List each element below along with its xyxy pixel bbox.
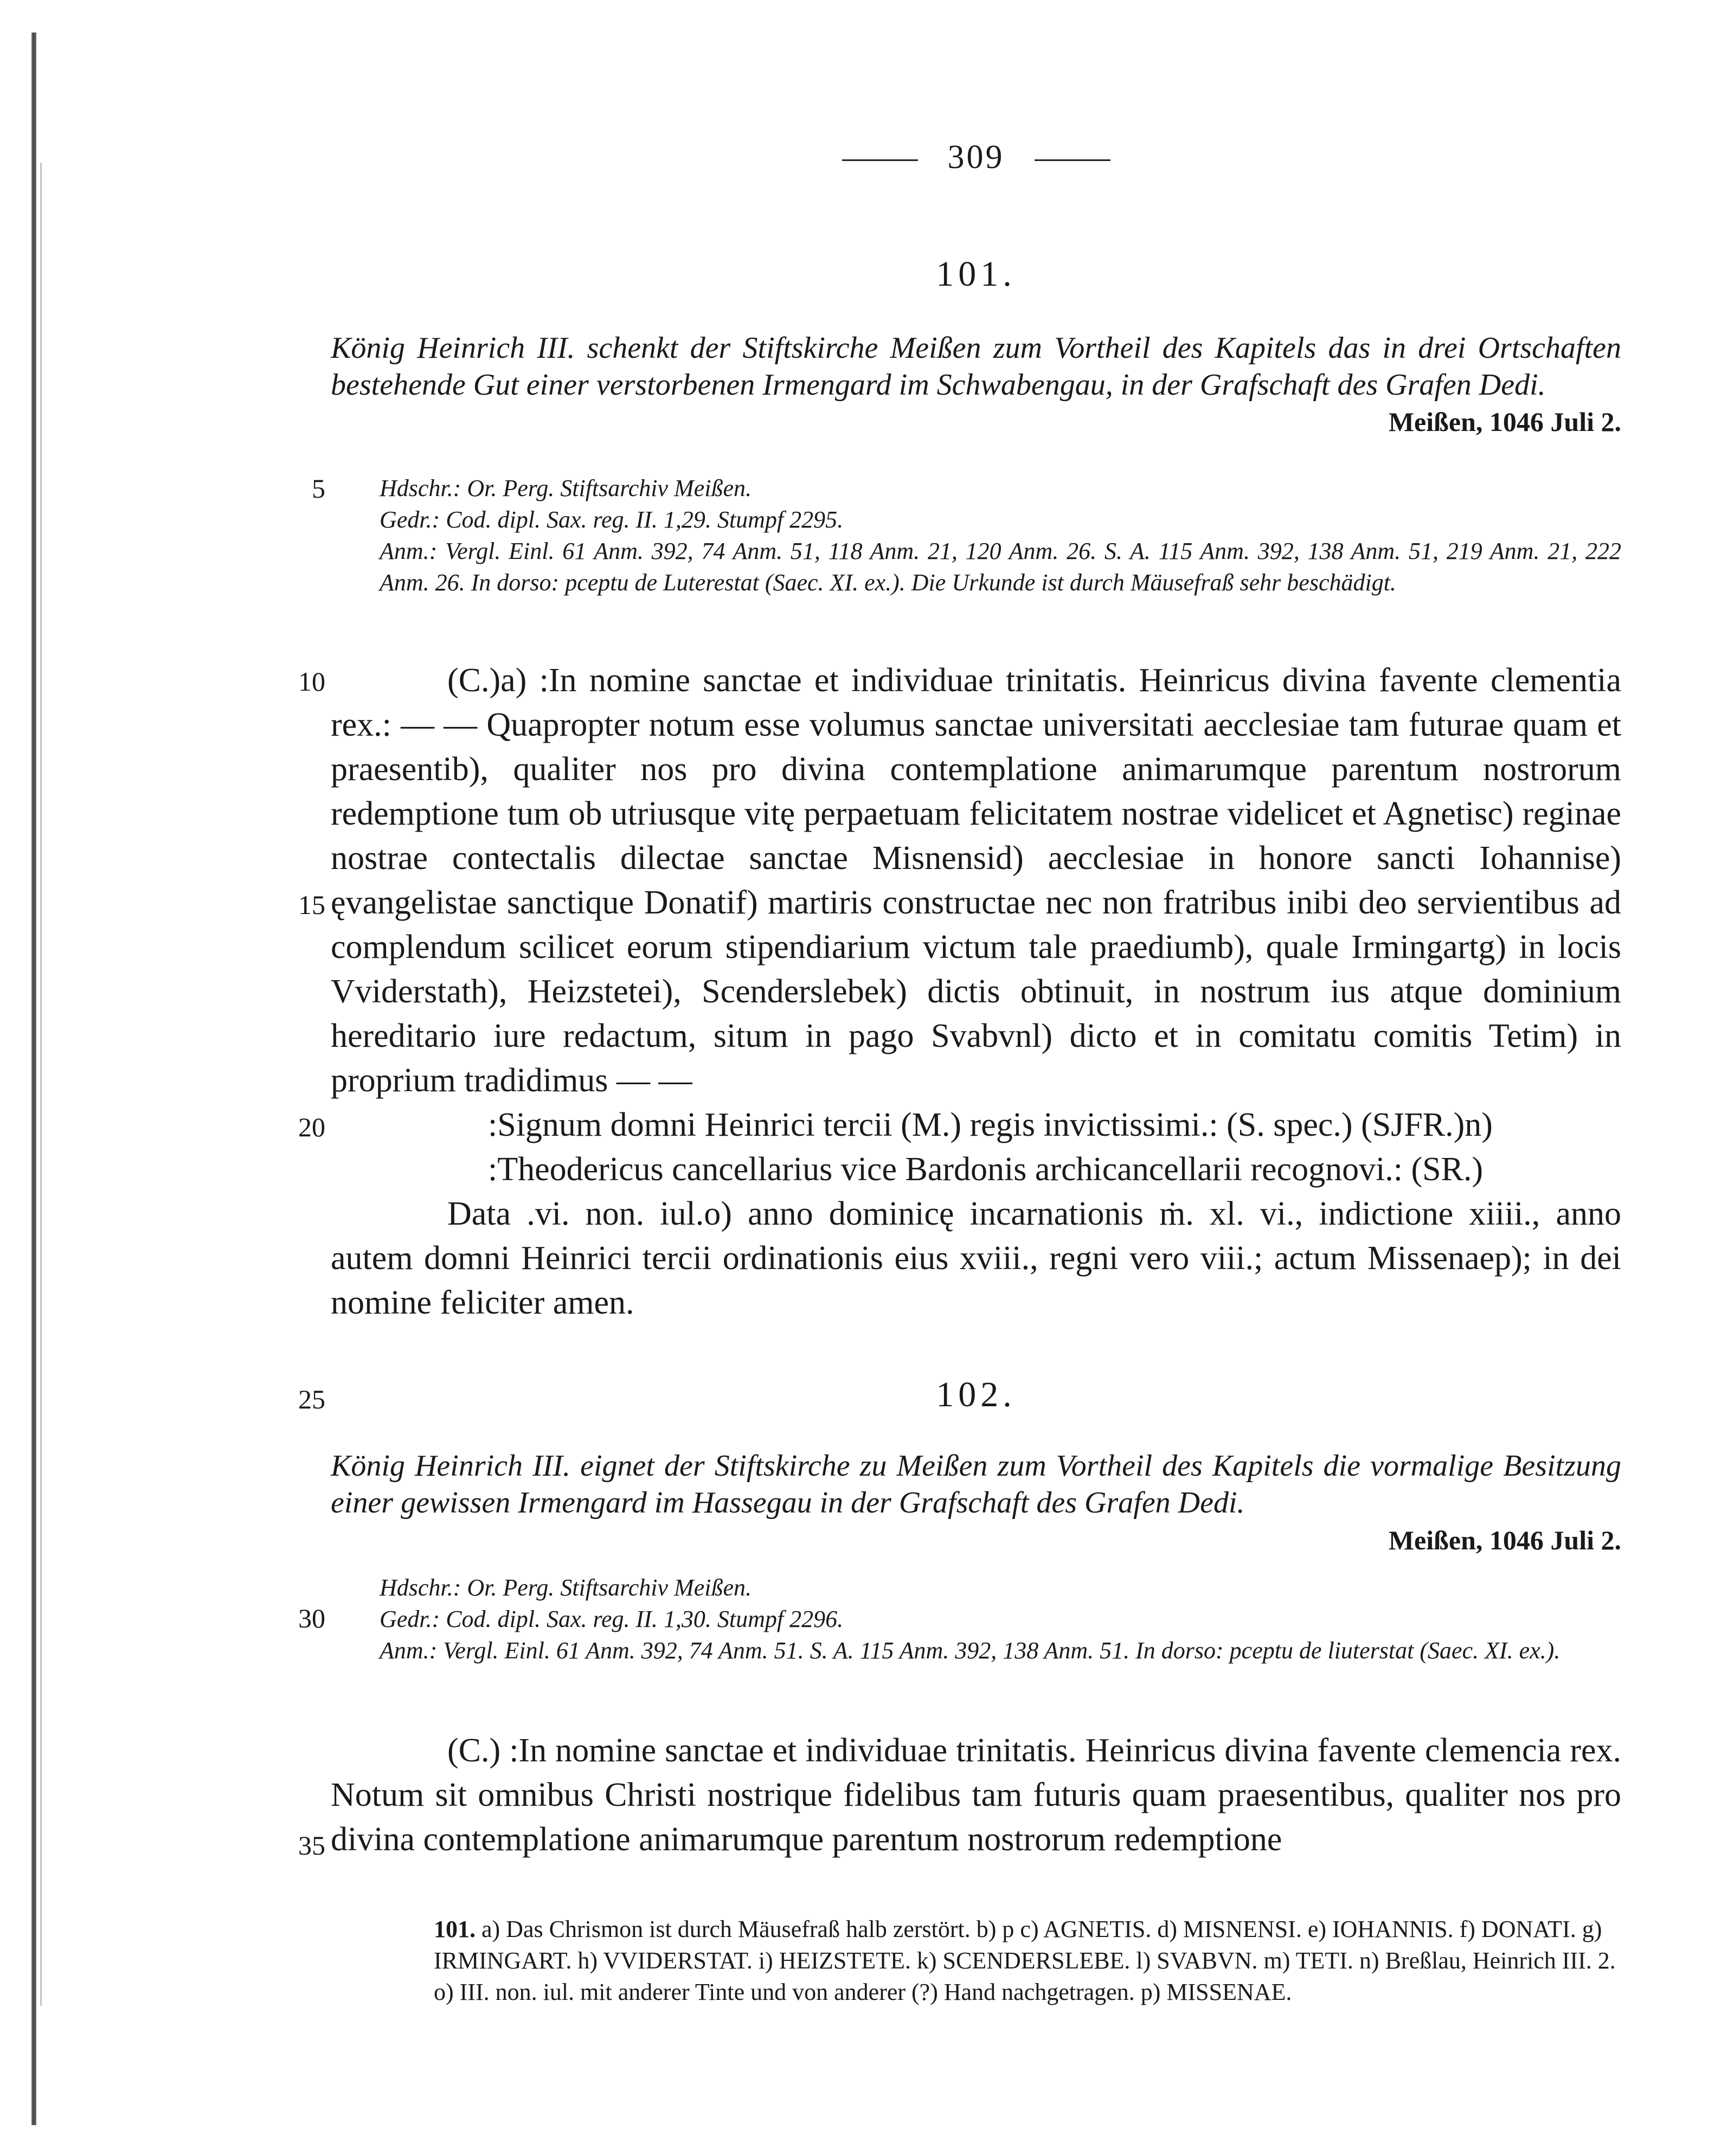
line-number-10: 10 [298, 666, 325, 697]
doc-101-recognition: :Theodericus cancellarius vice Bardonis archicancellarii recognovi.: (SR.) [488, 1151, 1484, 1188]
doc-102-source-gedr: Gedr.: Cod. dipl. Sax. reg. II. 1,30. Stumpf 2296. [380, 1606, 844, 1632]
footnotes [434, 1914, 1621, 2008]
doc-101-date: Meißen, 1046 Juli 2. [1388, 407, 1621, 437]
doc-101-text-block [331, 658, 1621, 1325]
line-number-30: 30 [298, 1603, 325, 1633]
doc-101-regest [331, 330, 1621, 440]
footnotes-label: 101. [434, 1916, 476, 1942]
doc-102-sources [380, 1572, 1621, 1666]
doc-102-regest [331, 1447, 1621, 1559]
page-number: 309 [947, 139, 1005, 176]
line-number-20: 20 [298, 1112, 325, 1142]
line-number-15: 15 [298, 890, 325, 920]
doc-102-text: (C.) :In nomine sanctae et individuae trinitatis. Heinricus divina favente clemencia rex. Notum sit omnibus Christi nostrique fidelibus tam futuris quam praesentibus, qualiter nos pro divina contemplatione animarumque parentum nostrorum redemptione [331, 1732, 1621, 1858]
doc-102-text-block [331, 1728, 1621, 1862]
doc-101-sources [380, 473, 1621, 598]
page-header [759, 138, 1193, 177]
footnotes-text: a) Das Chrismon ist durch Mäusefraß halb zerstört. b) p c) AGNETIS. d) MISNENSI. e) IOHANNIS. f) DONATI. g) IRMINGART. h) VVIDERSTAT. i) HEIZSTETE. k) SCENDERSLEBE. l) SVABVN. m) TETI. n) Breßlau, Heinrich III. 2. o) III. non. iul. mit anderer Tinte und von anderer (?) Hand nachgetragen. p) MISSENAE. [434, 1916, 1616, 2005]
doc-101-number: 101. [936, 254, 1016, 294]
doc-101-regest-text: König Heinrich III. schenkt der Stiftskirche Meißen zum Vortheil des Kapitels das in drei Ortschaften bestehende Gut einer verstorbenen Irmengard im Schwabengau, in der Grafschaft des Grafen Dedi. [331, 331, 1621, 402]
doc-101-source-anm: Anm.: Vergl. Einl. 61 Anm. 392, 74 Anm. 51, 118 Anm. 21, 120 Anm. 26. S. A. 115 Anm. 392, 138 Anm. 51, 219 Anm. 21, 222 Anm. 26. In dorso: pceptu de Luterestat (Saec. XI. ex.). Die Urkunde ist durch Mäusefraß sehr beschädigt. [380, 538, 1621, 596]
doc-102-number: 102. [936, 1375, 1016, 1414]
doc-101-source-hdschr: Hdschr.: Or. Perg. Stiftsarchiv Meißen. [380, 475, 752, 501]
line-number-35: 35 [298, 1830, 325, 1861]
doc-102-source-hdschr: Hdschr.: Or. Perg. Stiftsarchiv Meißen. [380, 1574, 752, 1601]
line-number-5: 5 [312, 473, 325, 504]
doc-101-signum: :Signum domni Heinrici tercii (M.) regis invictissimi.: (S. spec.) (SJFR.)n) [488, 1106, 1493, 1143]
doc-101-datum: Data .vi. non. iul.o) anno dominicę incarnationis ṁ. xl. vi., indictione xiiii., anno autem domni Heinrici tercii ordinationis eius xviii., regni vero viii.; actum Missenaep); in dei nomine feliciter amen. [331, 1195, 1621, 1321]
doc-102-source-anm: Anm.: Vergl. Einl. 61 Anm. 392, 74 Anm. 51. S. A. 115 Anm. 392, 138 Anm. 51. In dorso: pceptu de liuterstat (Saec. XI. ex.). [380, 1637, 1561, 1664]
doc-102-regest-text: König Heinrich III. eignet der Stiftskirche zu Meißen zum Vortheil des Kapitels die vormalige Besitzung einer gewissen Irmengard im Hassegau in der Grafschaft des Grafen Dedi. [331, 1449, 1621, 1520]
doc-102-date: Meißen, 1046 Juli 2. [1388, 1525, 1621, 1555]
doc-101-source-gedr: Gedr.: Cod. dipl. Sax. reg. II. 1,29. Stumpf 2295. [380, 506, 844, 533]
line-number-25: 25 [298, 1384, 325, 1414]
doc-101-text: (C.)a) :In nomine sanctae et individuae trinitatis. Heinricus divina favente clementia rex.: — — Quapropter notum esse volumus sanctae universitati aecclesiae tam futurae quam et praesentib), qualiter nos pro divina contemplatione animarumque parentum nostrorum redemptione tum ob utriusque vitę perpaetuam felicitatem nostrae videlicet et Agnetisc) reginae nostrae contectalis dilectae sanctae Misnensid) aecclesiae in honore sancti Iohannise) ęvangelistae sanctique Donatif) martiris constructae nec non fratribus inibi deo servientibus ad complendum scilicet eorum stipendiarium victum tale praediumb), quale Irmingartg) in locis Vviderstath), Heizstetei), Scenderslebek) dictis obtinuit, in nostrum ius atque dominium hereditario iure redactum, situm in pago Svabvnl) dicto et in comitatu comitis Tetim) in proprium tradidimus — — [331, 662, 1621, 1099]
